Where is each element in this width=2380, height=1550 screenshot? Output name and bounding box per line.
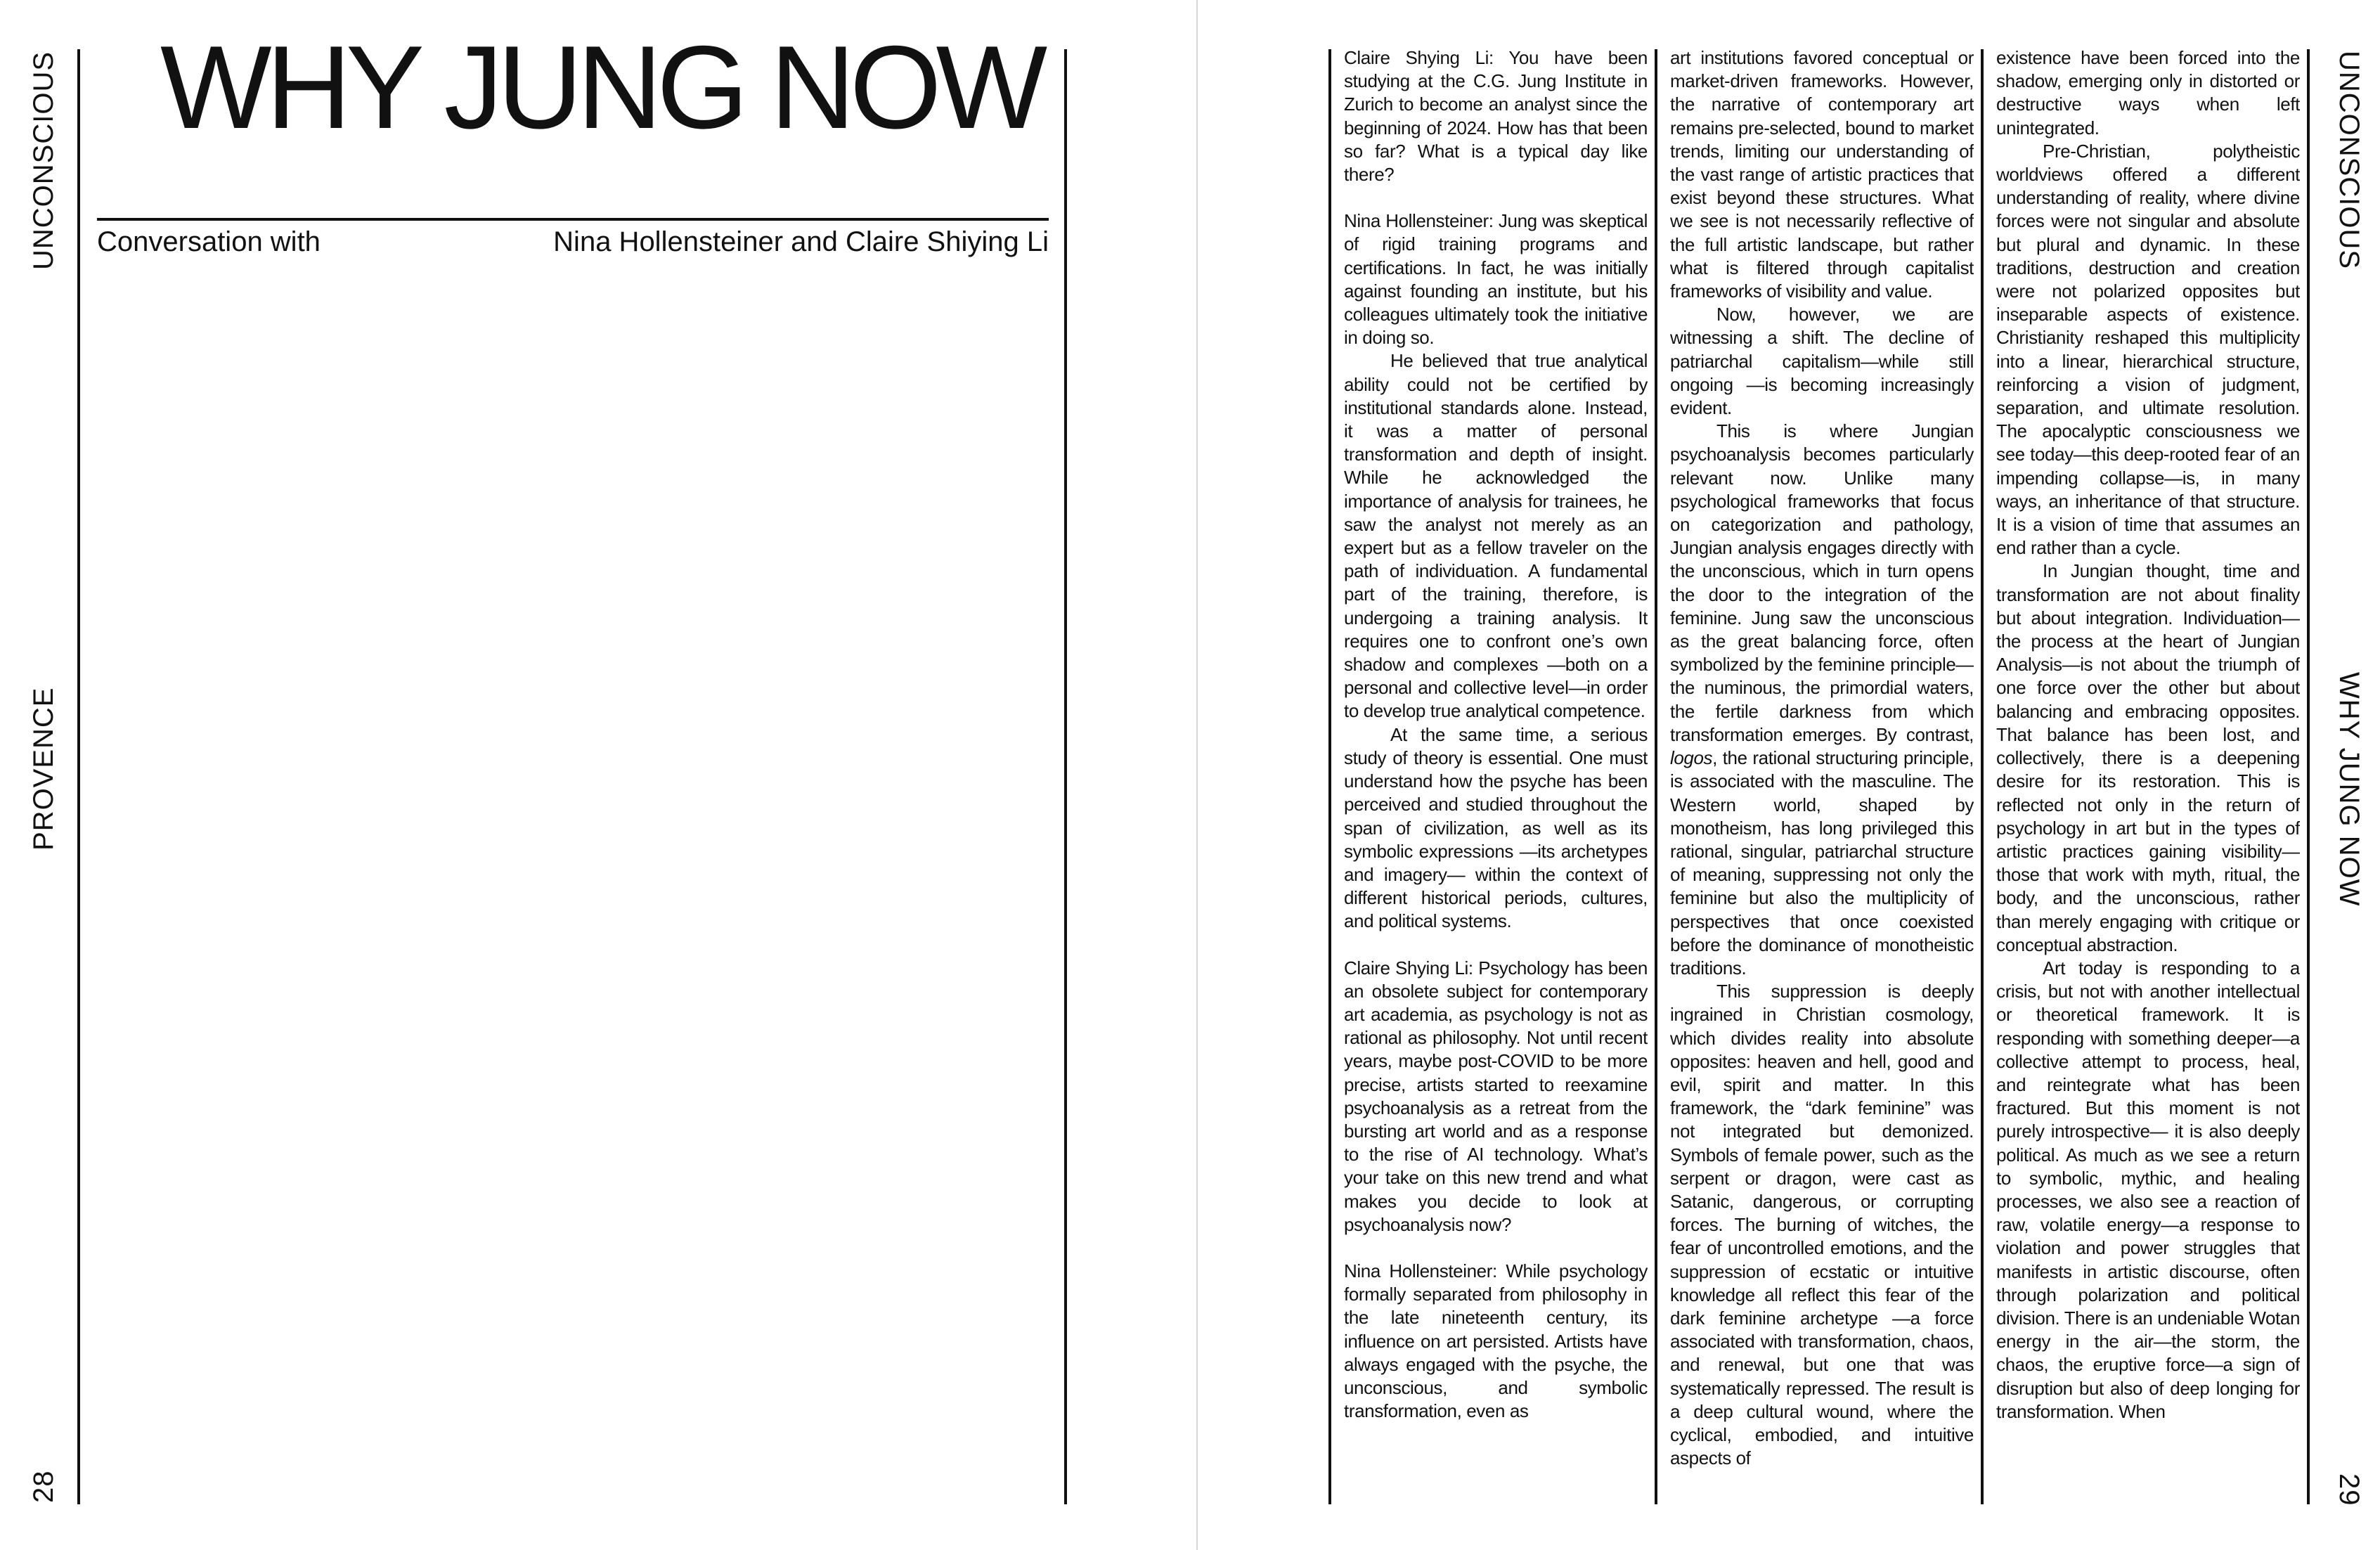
left-page-right-rule: [1064, 49, 1067, 1504]
text-column-1: [1344, 46, 1648, 1509]
paragraph: art institutions favored conceptual or market-driven frameworks. However, the narrative of contemporary art remains pre-selected, bound to market trends, limiting our understanding of the vast range of artistic practices that exist beyond these structures. What we see is not necessarily reflective of the full artistic landscape, but rather what is filtered through capitalist frameworks of visibility and value.: [1670, 47, 1974, 302]
text-run: This is where Jungian psychoanalysis becomes particularly relevant now. Unlike many psychological frameworks that focus on categorization and pathology, Jungian analysis engages directly with the unconscious, which in turn opens the door to the integration of the feminine. Jung saw the unconscious as the great balancing force, often symbolized by the feminine principle—the numinous, the primordial waters, the fertile darkness from which transformation emerges. By contrast,: [1670, 420, 1974, 745]
paragraph: Claire Shying Li: Psychology has been an obsolete subject for contemporary art academia, as psychology is not as rational as philosophy. Not until recent years, maybe post-COVID to be more precise, artists started to reexamine psychoanalysis as a retreat from the bursting art world and as a response to the rise of AI technology. What’s your take on this new trend and what makes you decide to look at psychoanalysis now?: [1344, 957, 1648, 1235]
running-head-unconscious-right: UNCONSCIOUS: [2334, 51, 2365, 270]
paragraph: [1670, 420, 1974, 980]
paragraph: In Jungian thought, time and transformation are not about finality but about integration. Individuation—the process at the heart of Jungian Analysis—is not about the triumph of one force over the other but about balancing and embracing opposites. That balance has been lost, and collectively, there is a deepening desire for its restoration. This is reflected not only in the return of psychology in art but in the types of artistic practices gaining visibility—those that work with myth, ritual, the body, and the unconscious, rather than merely engaging with critique or conceptual abstraction.: [1996, 560, 2300, 955]
running-head-provence: PROVENCE: [28, 687, 59, 851]
column-rule-2: [1655, 49, 1657, 1504]
running-head-unconscious-left: UNCONSCIOUS: [28, 51, 59, 270]
left-margin-rule: [77, 49, 80, 1504]
page-number-right: 29: [2334, 1473, 2365, 1506]
column-rule-4: [2307, 49, 2310, 1504]
title-underline: [97, 218, 1049, 221]
subtitle-participants: Nina Hollensteiner and Claire Shiying Li: [553, 226, 1049, 257]
text-run: , the rational structuring principle, is associated with the masculine. The Western world, shaped by monotheism, has long privileged this rational, singular, patriarchal structure of meaning, suppressing not only the feminine but also the multiplicity of perspectives that once coexisted before the dominance of monotheistic traditions.: [1670, 747, 1974, 979]
running-head-why-jung-now: WHY JUNG NOW: [2334, 672, 2365, 907]
spread-gutter: [1196, 0, 1198, 1550]
text-column-3: [1996, 46, 2300, 1509]
paragraph: He believed that true analytical ability could not be certified by institutional standards alone. Instead, it was a matter of personal transformation and depth of insight. While he acknowledged the importance of analysis for trainees, he saw the analyst not merely as an expert but as a fellow traveler on the path of individuation. A fundamental part of the training, therefore, is undergoing a training analysis. It requires one to confront one’s own shadow and complexes —both on a personal and collective level—in order to develop true analytical competence.: [1344, 350, 1648, 722]
paragraph: existence have been forced into the shadow, emerging only in distorted or destructive ways when left unintegrated.: [1996, 47, 2300, 138]
page-number-left: 28: [28, 1470, 59, 1503]
page-title: WHY JUNG NOW: [160, 21, 1042, 153]
paragraph: Nina Hollensteiner: While psychology formally separated from philosophy in the late nineteenth century, its influence on art persisted. Artists have always engaged with the psyche, the unconscious, and symbolic transformation, even as: [1344, 1260, 1648, 1422]
paragraph: Now, however, we are witnessing a shift. The decline of patriarchal capitalism—while still ongoing —is becoming increasingly evident.: [1670, 304, 1974, 419]
paragraph: At the same time, a serious study of theory is essential. One must understand how the psyche has been perceived and studied throughout the span of civilization, as well as its symbolic expressions —its archetypes and imagery— within the context of different historical periods, cultures, and political systems.: [1344, 723, 1648, 932]
paragraph: This suppression is deeply ingrained in Christian cosmology, which divides reality into absolute opposites: heaven and hell, good and evil, spirit and matter. In this framework, the “dark feminine” was not integrated but demonized. Symbols of female power, such as the serpent or dragon, were cast as Satanic, dangerous, or corrupting forces. The burning of witches, the fear of uncontrolled emotions, and the suppression of ecstatic or intuitive knowledge all reflect this fear of the dark feminine archetype —a force associated with transformation, chaos, and renewal, but one that was systematically repressed. The result is a deep cultural wound, where the cyclical, embodied, and intuitive aspects of: [1670, 981, 1974, 1469]
italic-term: logos: [1670, 747, 1713, 769]
text-column-2: [1670, 46, 1974, 1509]
column-rule-1: [1328, 49, 1331, 1504]
subtitle-conversation-with: Conversation with: [97, 226, 321, 257]
paragraph: Art today is responding to a crisis, but not with another intellectual or theoretical framework. It is responding with something deeper—a collective attempt to process, heal, and reintegrate what has been fractured. But this moment is not purely introspective— it is also deeply political. As much as we see a return to symbolic, mythic, and healing processes, we also see a reaction of raw, volatile energy—a response to violation and power struggles that manifests in artistic discourse, often through polarization and political division. There is an undeniable Wotan energy in the air—the storm, the chaos, the eruptive force—a sign of disruption but also of deep longing for transformation. When: [1996, 957, 2300, 1422]
paragraph: Claire Shying Li: You have been studying at the C.G. Jung Institute in Zurich to become an analyst since the beginning of 2024. How has that been so far? What is a typical day like there?: [1344, 47, 1648, 186]
paragraph: Pre-Christian, polytheistic worldviews offered a different understanding of reality, where divine forces were not singular and absolute but plural and dynamic. In these traditions, destruction and creation were not polarized opposites but inseparable aspects of existence. Christianity reshaped this multiplicity into a linear, hierarchical structure, reinforcing a vision of judgment, separation, and ultimate resolution. The apocalyptic consciousness we see today—this deep-rooted fear of an impending collapse—is, in many ways, an inheritance of that structure. It is a vision of time that assumes an end rather than a cycle.: [1996, 140, 2300, 559]
paragraph: Nina Hollensteiner: Jung was skeptical of rigid training programs and certifications. In fact, he was initially against founding an institute, but his colleagues ultimately took the initiative in doing so.: [1344, 210, 1648, 349]
column-rule-3: [1981, 49, 1984, 1504]
